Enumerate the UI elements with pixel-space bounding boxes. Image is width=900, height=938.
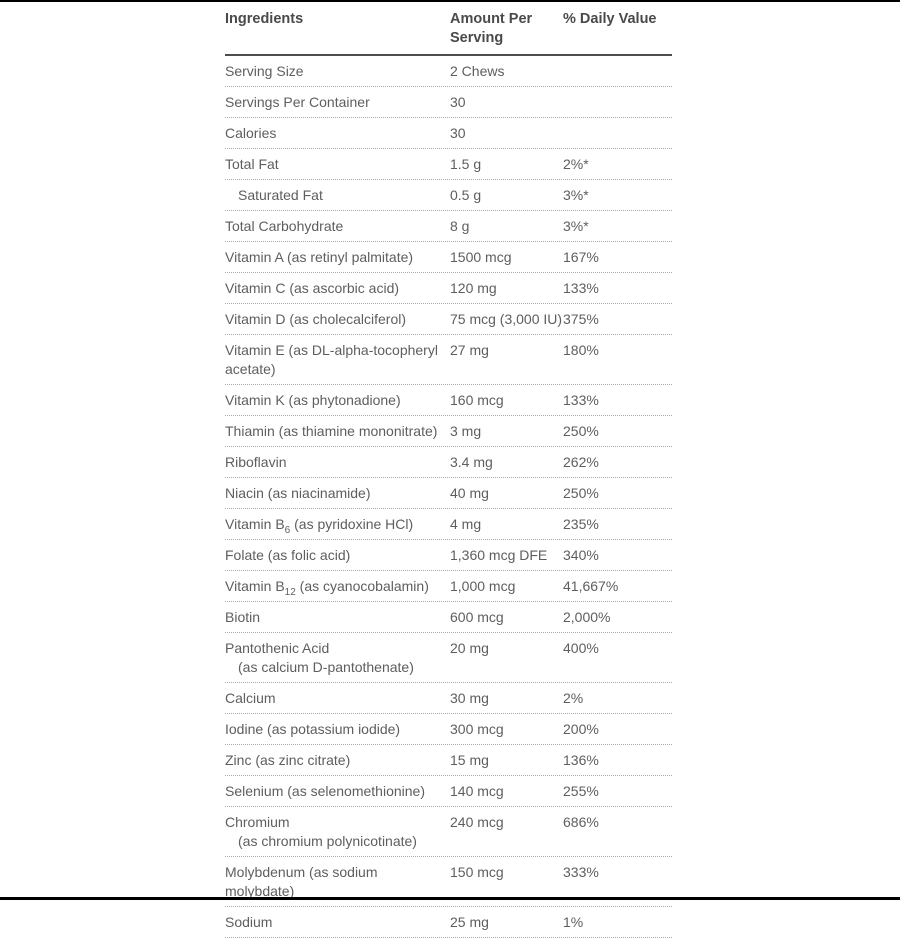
daily-value-cell: 136% <box>563 751 672 770</box>
table-row <box>225 335 672 385</box>
ingredient-text: Vitamin B <box>225 516 285 532</box>
ingredient-cell <box>225 62 450 81</box>
daily-value-cell: 235% <box>563 515 672 534</box>
daily-value-cell: 400% <box>563 639 672 677</box>
daily-value-cell: 3%* <box>563 186 672 205</box>
daily-value-cell <box>563 62 672 81</box>
amount-cell: 20 mg <box>450 639 563 677</box>
ingredient-cell <box>225 639 450 677</box>
amount-cell: 1,360 mcg DFE <box>450 546 563 565</box>
amount-cell: 4 mg <box>450 515 563 534</box>
table-row <box>225 56 672 87</box>
ingredient-text: Zinc (as zinc citrate) <box>225 752 350 768</box>
ingredient-text: Total Fat <box>225 156 279 172</box>
table-row <box>225 87 672 118</box>
daily-value-cell: 41,667% <box>563 577 672 596</box>
ingredient-cell <box>225 720 450 739</box>
ingredient-cell <box>225 186 450 205</box>
amount-cell: 8 g <box>450 217 563 236</box>
ingredient-text: Vitamin A (as retinyl palmitate) <box>225 249 413 265</box>
table-row <box>225 807 672 857</box>
ingredient-text: Pantothenic Acid <box>225 640 329 656</box>
ingredient-subscript: 6 <box>285 524 291 535</box>
ingredient-text: Riboflavin <box>225 454 286 470</box>
amount-cell: 30 <box>450 124 563 143</box>
ingredient-text: Sodium <box>225 914 272 930</box>
amount-cell: 30 <box>450 93 563 112</box>
amount-cell: 15 mg <box>450 751 563 770</box>
daily-value-cell: 262% <box>563 453 672 472</box>
table-header <box>225 2 672 56</box>
table-row <box>225 273 672 304</box>
table-row <box>225 180 672 211</box>
ingredient-cell <box>225 248 450 267</box>
ingredient-text: Vitamin E (as DL-alpha-tocopheryl acetate) <box>225 342 438 377</box>
table-row <box>225 478 672 509</box>
ingredient-cell <box>225 813 450 851</box>
ingredient-text: Vitamin K (as phytonadione) <box>225 392 401 408</box>
amount-cell: 1,000 mcg <box>450 577 563 596</box>
ingredient-text: Vitamin C (as ascorbic acid) <box>225 280 399 296</box>
table-body <box>225 56 672 938</box>
ingredient-text: Vitamin D (as cholecalciferol) <box>225 311 406 327</box>
ingredient-text: Calcium <box>225 690 276 706</box>
table-row <box>225 602 672 633</box>
table-row <box>225 571 672 602</box>
ingredient-text: Total Carbohydrate <box>225 218 343 234</box>
amount-cell: 160 mcg <box>450 391 563 410</box>
ingredient-cell <box>225 546 450 565</box>
ingredient-cell <box>225 689 450 708</box>
ingredient-cell <box>225 422 450 441</box>
table-row <box>225 633 672 683</box>
amount-cell: 75 mcg (3,000 IU) <box>450 310 563 329</box>
ingredient-cell <box>225 310 450 329</box>
daily-value-cell: 250% <box>563 484 672 503</box>
amount-cell: 120 mg <box>450 279 563 298</box>
ingredient-text: Vitamin B <box>225 578 285 594</box>
daily-value-cell: 133% <box>563 391 672 410</box>
daily-value-cell: 255% <box>563 782 672 801</box>
ingredient-cell <box>225 863 450 901</box>
amount-cell: 240 mcg <box>450 813 563 851</box>
table-row <box>225 211 672 242</box>
ingredient-cell <box>225 217 450 236</box>
amount-cell: 30 mg <box>450 689 563 708</box>
table-row <box>225 242 672 273</box>
daily-value-cell: 200% <box>563 720 672 739</box>
ingredient-cell <box>225 93 450 112</box>
daily-value-cell <box>563 124 672 143</box>
table-row <box>225 776 672 807</box>
ingredient-cell <box>225 484 450 503</box>
table-row <box>225 540 672 571</box>
amount-cell: 150 mcg <box>450 863 563 901</box>
amount-cell: 25 mg <box>450 913 563 932</box>
amount-cell: 300 mcg <box>450 720 563 739</box>
ingredient-cell <box>225 124 450 143</box>
amount-cell: 140 mcg <box>450 782 563 801</box>
amount-cell: 0.5 g <box>450 186 563 205</box>
ingredient-cell <box>225 391 450 410</box>
ingredient-text: Servings Per Container <box>225 94 370 110</box>
daily-value-cell: 2% <box>563 689 672 708</box>
ingredient-subscript: 12 <box>285 586 296 597</box>
ingredient-subline: (as chromium polynicotinate) <box>225 832 448 851</box>
daily-value-cell <box>563 93 672 112</box>
table-row <box>225 118 672 149</box>
ingredient-text: Serving Size <box>225 63 304 79</box>
ingredient-text: Selenium (as selenomethionine) <box>225 783 425 799</box>
table-row <box>225 683 672 714</box>
ingredient-text: Thiamin (as thiamine mononitrate) <box>225 423 437 439</box>
table-row <box>225 304 672 335</box>
ingredient-subline: (as calcium D-pantothenate) <box>225 658 448 677</box>
amount-cell: 40 mg <box>450 484 563 503</box>
ingredient-text: Chromium <box>225 814 290 830</box>
amount-cell: 3 mg <box>450 422 563 441</box>
daily-value-cell: 180% <box>563 341 672 379</box>
table-row <box>225 745 672 776</box>
table-row <box>225 714 672 745</box>
daily-value-cell: 340% <box>563 546 672 565</box>
supplement-facts-table <box>225 2 672 938</box>
daily-value-cell: 1% <box>563 913 672 932</box>
daily-value-cell: 3%* <box>563 217 672 236</box>
amount-cell: 600 mcg <box>450 608 563 627</box>
table-row <box>225 447 672 478</box>
daily-value-cell: 375% <box>563 310 672 329</box>
header-ingredients: Ingredients <box>225 10 450 48</box>
daily-value-cell: 133% <box>563 279 672 298</box>
ingredient-cell <box>225 751 450 770</box>
ingredient-text: (as pyridoxine HCl) <box>290 516 413 532</box>
daily-value-cell: 2%* <box>563 155 672 174</box>
ingredient-cell <box>225 515 450 534</box>
amount-cell: 2 Chews <box>450 62 563 81</box>
ingredient-cell <box>225 453 450 472</box>
table-row <box>225 907 672 938</box>
ingredient-text: Folate (as folic acid) <box>225 547 350 563</box>
amount-cell: 1500 mcg <box>450 248 563 267</box>
ingredient-text: Molybdenum (as sodium molybdate) <box>225 864 378 899</box>
amount-cell: 27 mg <box>450 341 563 379</box>
header-daily-value: % Daily Value <box>563 10 672 48</box>
ingredient-text: Saturated Fat <box>238 187 323 203</box>
daily-value-cell: 686% <box>563 813 672 851</box>
daily-value-cell: 2,000% <box>563 608 672 627</box>
ingredient-cell <box>225 608 450 627</box>
table-row <box>225 149 672 180</box>
amount-cell: 3.4 mg <box>450 453 563 472</box>
header-amount-per-serving: Amount Per Serving <box>450 10 563 48</box>
ingredient-cell <box>225 913 450 932</box>
ingredient-text: Niacin (as niacinamide) <box>225 485 371 501</box>
daily-value-cell: 333% <box>563 863 672 901</box>
amount-cell: 1.5 g <box>450 155 563 174</box>
table-row <box>225 416 672 447</box>
ingredient-text: Biotin <box>225 609 260 625</box>
ingredient-text: Calories <box>225 125 276 141</box>
table-row <box>225 385 672 416</box>
ingredient-cell <box>225 577 450 596</box>
daily-value-cell: 167% <box>563 248 672 267</box>
ingredient-text: (as cyanocobalamin) <box>296 578 429 594</box>
table-row <box>225 509 672 540</box>
ingredient-cell <box>225 279 450 298</box>
ingredient-cell <box>225 782 450 801</box>
ingredient-text: Iodine (as potassium iodide) <box>225 721 400 737</box>
daily-value-cell: 250% <box>563 422 672 441</box>
ingredient-cell <box>225 155 450 174</box>
ingredient-cell <box>225 341 450 379</box>
